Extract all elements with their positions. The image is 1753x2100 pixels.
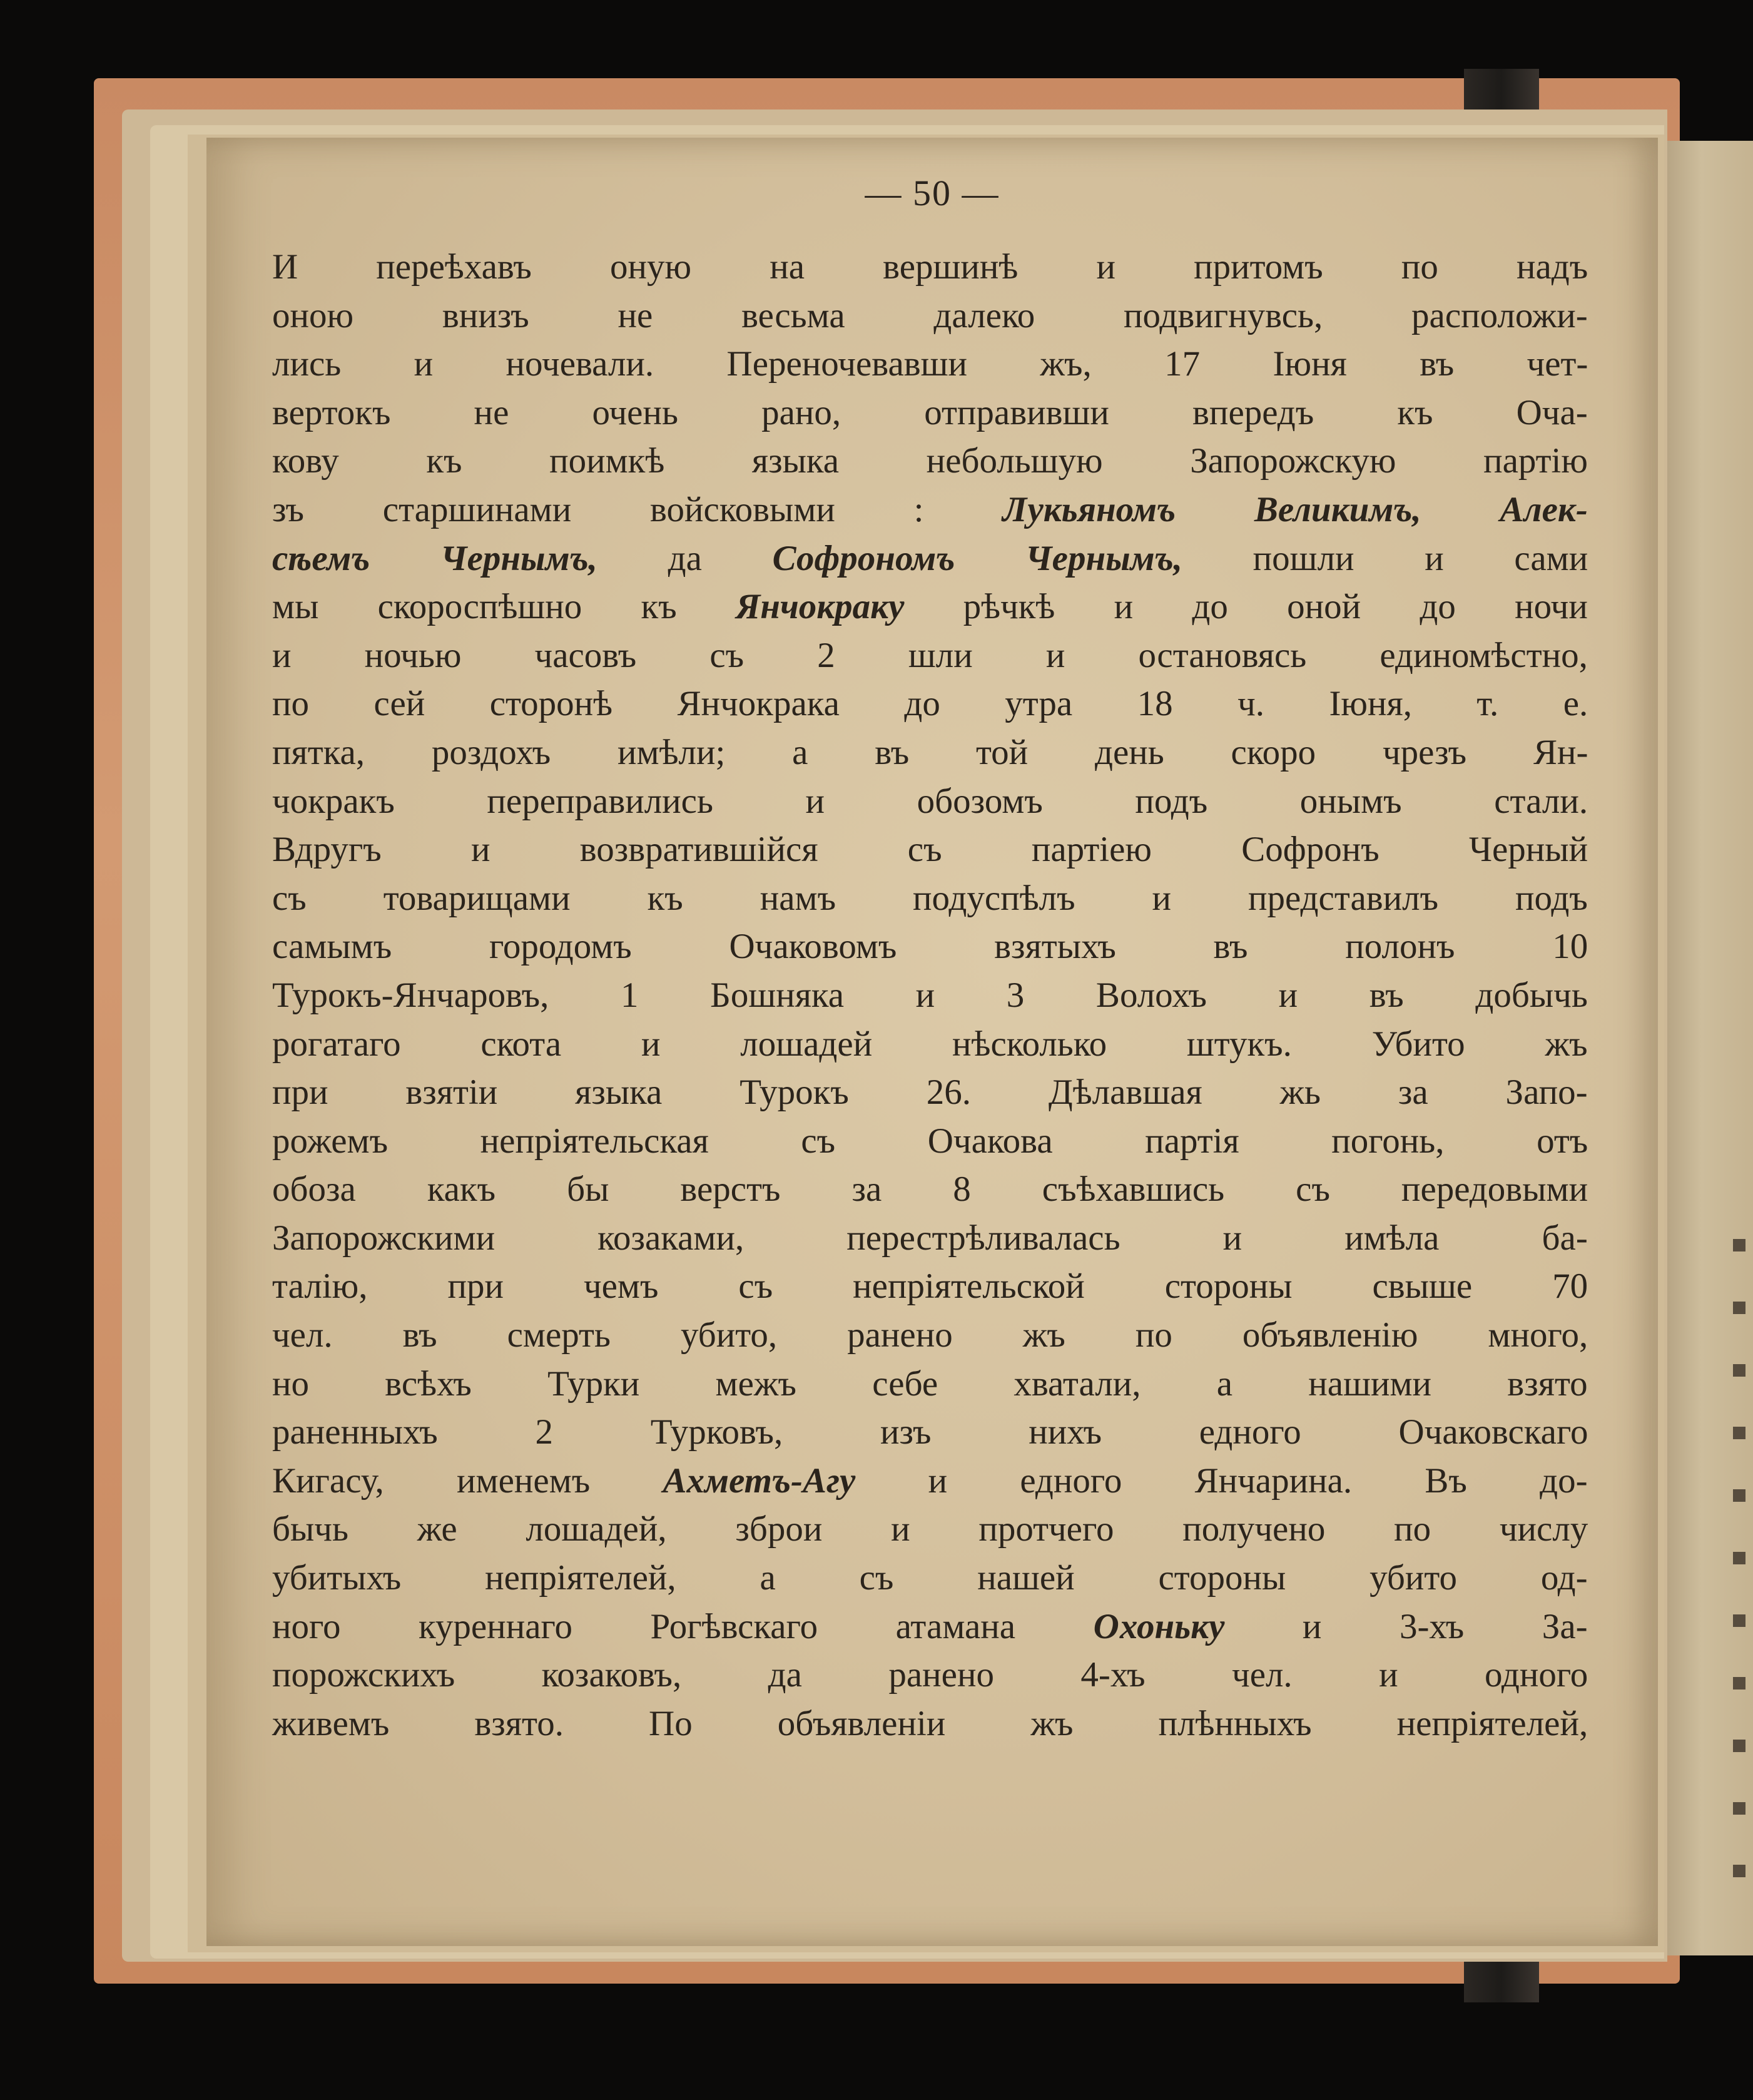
- text-segment: но всѣхъ Турки межъ себе хватали, а нашими взято: [272, 1363, 1588, 1404]
- text-segment: ного куреннаго Рогѣвскаго атамана: [272, 1606, 1094, 1646]
- text-segment: чел. въ смерть убито, ранено жъ по объявленію много,: [272, 1315, 1588, 1355]
- text-segment: раненныхъ 2 Турковъ, изъ нихъ едного Очаковскаго: [272, 1412, 1588, 1452]
- italic-name: Янчокраку: [735, 587, 905, 627]
- text-line: [272, 292, 1588, 340]
- text-line: [272, 1068, 1588, 1117]
- text-segment: рѣчкѣ и до оной до ночи: [904, 587, 1588, 627]
- text-line: [272, 777, 1588, 826]
- text-segment: и 3-хъ За-: [1224, 1606, 1588, 1646]
- text-segment: и ночью часовъ съ 2 шли и остановясь единомѣстно,: [272, 635, 1588, 675]
- text-line: [272, 1505, 1588, 1554]
- text-segment: порожскихъ козаковъ, да ранено 4-хъ чел. и одного: [272, 1655, 1588, 1695]
- text-segment: пятка, роздохъ имѣли; а въ той день скоро чрезъ Ян-: [272, 732, 1588, 772]
- italic-name: Ахметъ-Агу: [663, 1460, 856, 1501]
- text-line: [272, 1554, 1588, 1603]
- text-segment: по сей сторонѣ Янчокрака до утра 18 ч. Іюня, т. е.: [272, 684, 1588, 724]
- text-line: [272, 825, 1588, 874]
- text-segment: зъ старшинами войсковыми :: [272, 489, 1003, 529]
- text-segment: И переѣхавъ оную на вершинѣ и притомъ по надъ: [272, 247, 1588, 287]
- italic-name: сѣемъ Чернымъ,: [272, 538, 597, 578]
- text-line: [272, 437, 1588, 486]
- text-line: [272, 874, 1588, 923]
- text-segment: кову къ поимкѣ языка небольшую Запорожскую партію: [272, 441, 1588, 481]
- italic-name: Софрономъ Чернымъ,: [772, 538, 1182, 578]
- text-line: [272, 1117, 1588, 1166]
- text-line: [272, 340, 1588, 389]
- text-segment: живемъ взято. По объявленіи жъ плѣнныхъ непріятелей,: [272, 1703, 1588, 1743]
- text-segment: убитыхъ непріятелей, а съ нашей стороны убито од-: [272, 1558, 1588, 1598]
- text-line: [272, 631, 1588, 680]
- text-segment: рогатаго скота и лошадей нѣсколько штукъ. Убито жъ: [272, 1024, 1588, 1064]
- text-segment: и едного Янчарина. Въ до-: [855, 1460, 1588, 1501]
- text-line: [272, 680, 1588, 728]
- text-segment: обоза какъ бы верстъ за 8 съѣхавшись съ передовыми: [272, 1170, 1588, 1210]
- text-segment: Кигасу, именемъ: [272, 1460, 663, 1501]
- body-text: [272, 243, 1588, 1748]
- text-line: [272, 971, 1588, 1020]
- italic-name: Лукьяномъ Великимъ, Алек-: [1002, 489, 1588, 529]
- text-segment: бычь же лошадей, зброи и протчего получено по числу: [272, 1509, 1588, 1549]
- text-line: [272, 1651, 1588, 1700]
- text-line: [272, 486, 1588, 534]
- facing-page-text-marks: [1733, 1189, 1745, 1877]
- text-segment: пошли и сами: [1182, 538, 1588, 578]
- text-line: [272, 1020, 1588, 1069]
- text-segment: оною внизъ не весьма далеко подвигнувсь, расположи-: [272, 295, 1588, 335]
- text-segment: лись и ночевали. Переночевавши жъ, 17 Іюня въ чет-: [272, 344, 1588, 384]
- text-line: [272, 243, 1588, 292]
- text-line: [272, 1262, 1588, 1311]
- text-line: [272, 1360, 1588, 1409]
- text-segment: Запорожскими козаками, перестрѣливалась и имѣла ба-: [272, 1218, 1588, 1258]
- text-segment: мы скороспѣшно къ: [272, 587, 736, 627]
- text-line: [272, 1457, 1588, 1506]
- text-line: [272, 1311, 1588, 1360]
- text-line: [272, 728, 1588, 777]
- text-line: [272, 534, 1588, 583]
- text-line: [272, 389, 1588, 437]
- text-segment: самымъ городомъ Очаковомъ взятыхъ въ полонъ 10: [272, 927, 1588, 967]
- text-line: [272, 1408, 1588, 1457]
- text-line: [272, 1165, 1588, 1214]
- text-segment: Вдругъ и возвратившійся съ партіею Софронъ Черный: [272, 830, 1588, 870]
- text-line: [272, 583, 1588, 631]
- text-segment: чокракъ переправились и обозомъ подъ онымъ стали.: [272, 781, 1588, 821]
- page-number: — 50 —: [865, 173, 1000, 213]
- text-segment: вертокъ не очень рано, отправивши впередъ къ Оча-: [272, 392, 1588, 432]
- text-segment: Турокъ-Янчаровъ, 1 Бошняка и 3 Волохъ и въ добычь: [272, 975, 1588, 1015]
- text-segment: съ товарищами къ намъ подуспѣлъ и представилъ подъ: [272, 878, 1588, 918]
- text-line: [272, 1603, 1588, 1651]
- text-line: [272, 1700, 1588, 1748]
- text-segment: да: [597, 538, 773, 578]
- text-segment: талію, при чемъ съ непріятельской стороны свыше 70: [272, 1267, 1588, 1307]
- text-segment: рожемъ непріятельская съ Очакова партія погонь, отъ: [272, 1121, 1588, 1161]
- text-line: [272, 922, 1588, 971]
- italic-name: Охоньку: [1093, 1606, 1225, 1646]
- text-segment: при взятіи языка Турокъ 26. Дѣлавшая жь за Запо-: [272, 1073, 1588, 1113]
- text-line: [272, 1214, 1588, 1263]
